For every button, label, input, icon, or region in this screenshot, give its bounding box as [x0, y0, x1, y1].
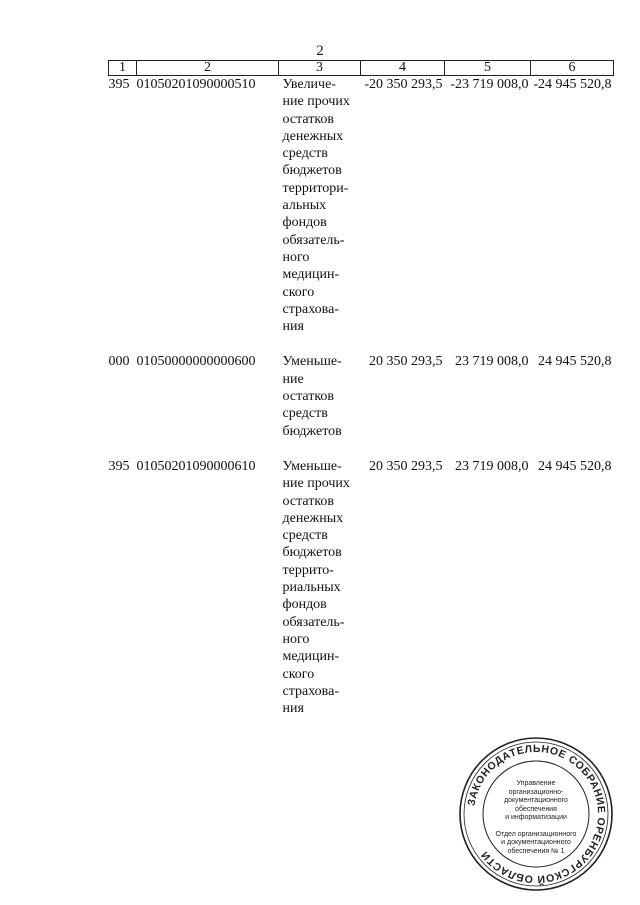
col-header-1: 1 [109, 61, 137, 76]
budget-code-cell: 01050000000000600 [136, 354, 256, 370]
amount-year1-cell: 20 350 293,5 [369, 458, 443, 474]
col-header-3: 3 [279, 61, 361, 76]
amount-year2-cell: 23 719 008,0 [455, 354, 529, 370]
amount-year1-cell: -20 350 293,5 [364, 77, 443, 92]
amount-year1-cell: 20 350 293,5 [369, 354, 443, 370]
col-header-4: 4 [361, 61, 445, 76]
item-name-cell: Увеличе- ние прочих остатков денежных средств бюджетов территори- альных фондов обязатель- ного медицин- ского страхова- ния [282, 77, 350, 335]
amount-year2-cell: -23 719 008,0 [450, 77, 529, 92]
admin-code-cell: 395 [108, 458, 130, 474]
seal-ring-text: ЗАКОНОДАТЕЛЬНОЕ СОБРАНИЕ ОРЕНБУРГСКОЙ ОБЛАСТИ [465, 742, 608, 886]
budget-code-cell: 01050201090000610 [136, 458, 256, 474]
item-name-cell: Уменьше- ние прочих остатков денежных средств бюджетов террито- риальных фондов обязатель- ного медицин- ского страхова- ния [282, 458, 350, 717]
admin-code-cell: 000 [108, 354, 130, 370]
amount-year3-cell: 24 945 520,8 [538, 458, 612, 474]
seal-department: Управление организационно- документационного обеспечения и информатизации [504, 780, 568, 821]
item-name-cell: Уменьше- ние остатков средств бюджетов [282, 354, 342, 439]
amount-year2-cell: 23 719 008,0 [455, 458, 529, 474]
seal-sub-department: Отдел организационного и документационного обеспечения № 1 [495, 830, 577, 855]
page-number: 2 [316, 43, 324, 59]
table-row [109, 458, 614, 717]
amount-year3-cell: 24 945 520,8 [538, 354, 612, 370]
table-row [109, 76, 614, 354]
table-row [109, 353, 614, 457]
seal-inner-text [484, 762, 588, 856]
budget-code-cell: 01050201090000510 [136, 77, 256, 92]
official-seal [458, 736, 614, 892]
budget-sources-table [108, 60, 614, 717]
col-header-5: 5 [445, 61, 531, 76]
amount-year3-cell: -24 945 520,8 [533, 77, 612, 92]
col-header-2: 2 [137, 61, 279, 76]
col-header-6: 6 [531, 61, 614, 76]
admin-code-cell: 395 [108, 77, 130, 92]
column-number-header [109, 61, 614, 76]
